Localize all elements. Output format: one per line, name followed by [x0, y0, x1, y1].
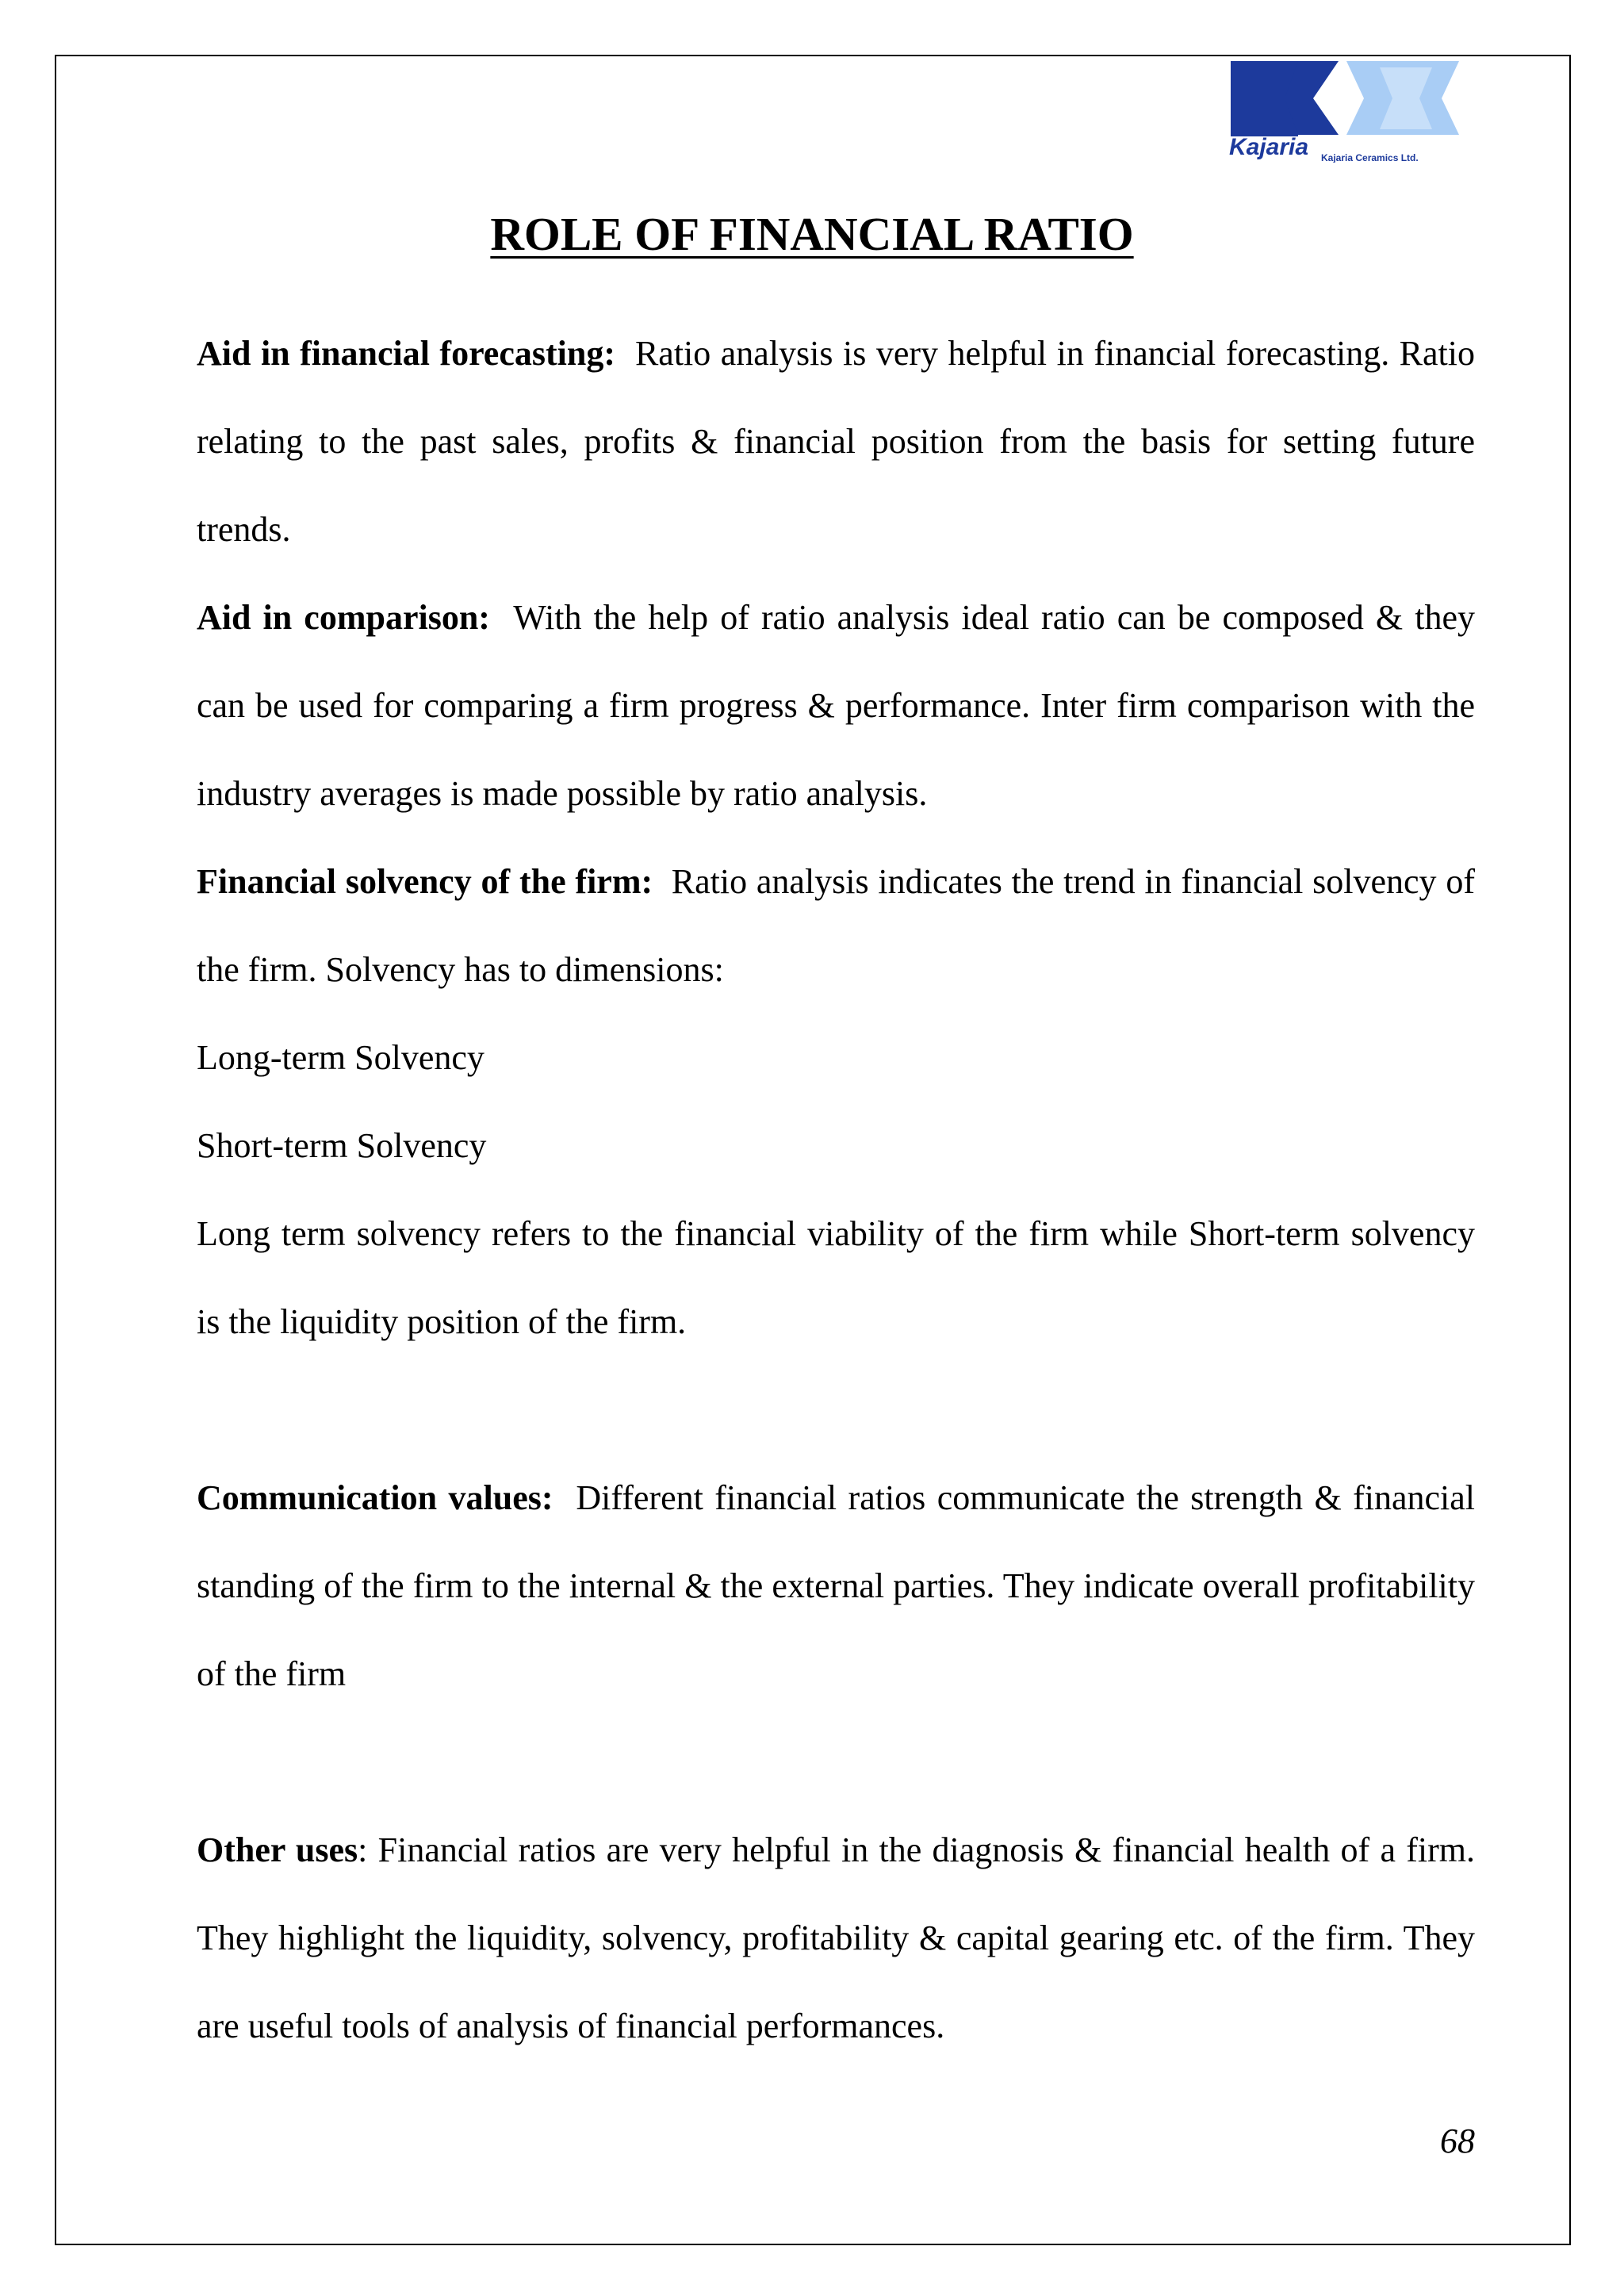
company-logo: [1228, 59, 1469, 163]
heading-forecasting: Aid in financial forecasting:: [197, 334, 615, 373]
heading-solvency: Financial solvency of the firm:: [197, 862, 653, 901]
heading-comparison: Aid in comparison:: [197, 598, 490, 637]
paragraph-solvency: [197, 838, 1475, 1014]
logo-company-text: Kajaria Ceramics Ltd.: [1321, 152, 1419, 163]
paragraph-comparison: [197, 573, 1475, 838]
blank-line: [197, 1718, 1475, 1806]
paragraph-solvency-follow: Long term solvency refers to the financial viability of the firm while Short-term solvency is the liquidity position of the firm.: [197, 1214, 1475, 1341]
page-title: ROLE OF FINANCIAL RATIO: [490, 208, 1134, 260]
heading-other-uses: Other uses: [197, 1830, 358, 1869]
blank-line: [197, 1366, 1475, 1454]
text-comparison: With the help of ratio analysis ideal ratio can be composed & they can be used for comparing a firm progress & performance. Inter firm comparison with the industry averages is made possible by ratio analysis.: [197, 598, 1475, 813]
document-body: [197, 309, 1475, 2070]
paragraph-forecasting: [197, 309, 1475, 573]
text-forecasting: Ratio analysis is very helpful in financial forecasting. Ratio relating to the past sales, profits & financial position from the basis for setting future trends.: [197, 334, 1475, 549]
list-item-long-term: Long-term Solvency: [197, 1038, 485, 1077]
heading-communication: Communication values:: [197, 1478, 553, 1517]
kajaria-logo-icon: [1228, 59, 1469, 163]
text-other-uses: : Financial ratios are very helpful in the diagnosis & financial health of a firm. They highlight the liquidity, solvency, profitability & capital gearing etc. of the firm. They are useful tools of analysis of financial performances.: [197, 1830, 1475, 2045]
logo-brand-text: Kajaria: [1229, 134, 1309, 160]
paragraph-other-uses: [197, 1806, 1475, 2070]
text-solvency: Ratio analysis indicates the trend in financial solvency of the firm. Solvency has to dimensions:: [197, 862, 1476, 989]
text-communication: Different financial ratios communicate the strength & financial standing of the firm to the internal & the external parties. They indicate overall profitability of the firm: [197, 1478, 1476, 1693]
list-item-short-term: Short-term Solvency: [197, 1126, 487, 1165]
page-number: 68: [1440, 2122, 1475, 2160]
paragraph-communication: [197, 1454, 1475, 1718]
